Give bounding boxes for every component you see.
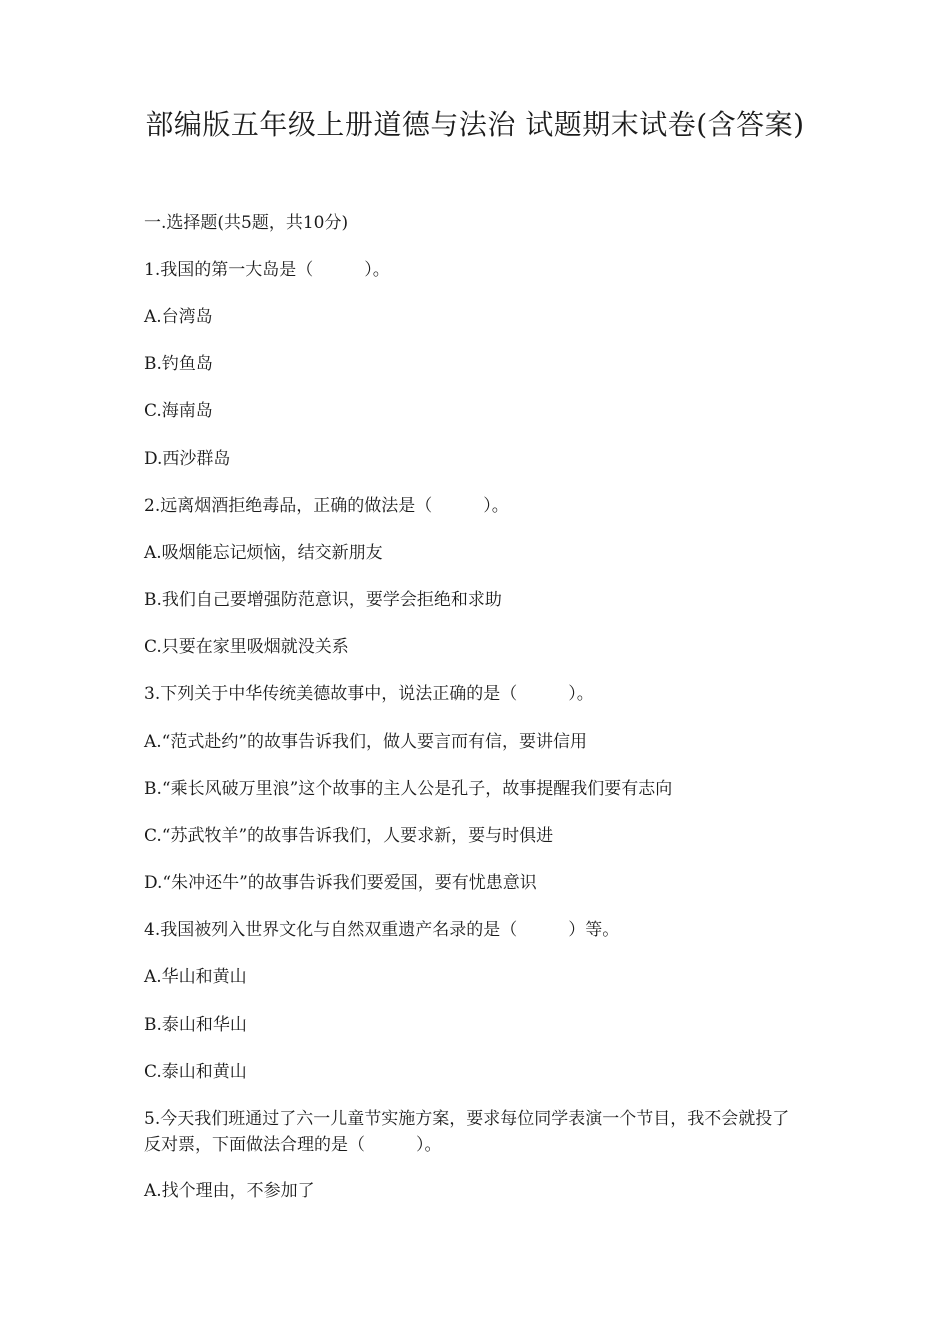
option: A.“范式赴约”的故事告诉我们，做人要言而有信，要讲信用 [144,732,588,752]
page-title: 部编版五年级上册道德与法治 试题期末试卷(含答案) [145,108,805,141]
option: A.台湾岛 [144,307,213,327]
question-stem: 4.我国被列入世界文化与自然双重遗产名录的是（ ）等。 [144,920,620,940]
option: B.“乘长风破万里浪”这个故事的主人公是孔子，故事提醒我们要有志向 [144,779,673,799]
section-heading: 一.选择题(共5题，共10分) [144,213,349,233]
question-stem: 5.今天我们班通过了六一儿童节实施方案，要求每位同学表演一个节目，我不会就投了反对票，下面做法合理的是（ ）。 [144,1109,790,1155]
option: B.我们自己要增强防范意识，要学会拒绝和求助 [144,590,502,610]
option: A.华山和黄山 [144,967,247,987]
option: C.海南岛 [144,401,213,421]
option: C.泰山和黄山 [144,1062,247,1082]
question-stem: 2.远离烟酒拒绝毒品，正确的做法是（ ）。 [144,496,509,516]
option: B.钓鱼岛 [144,354,213,374]
option: C.只要在家里吸烟就没关系 [144,637,349,657]
option: A.找个理由，不参加了 [144,1181,315,1201]
option: D.“朱冲还牛”的故事告诉我们要爱国，要有忧患意识 [144,873,537,893]
question-stem: 1.我国的第一大岛是（ ）。 [144,260,390,280]
option: C.“苏武牧羊”的故事告诉我们，人要求新，要与时俱进 [144,826,554,846]
option: A.吸烟能忘记烦恼，结交新朋友 [144,543,383,563]
question-stem: 3.下列关于中华传统美德故事中，说法正确的是（ ）。 [144,684,594,704]
option: B.泰山和华山 [144,1015,247,1035]
option: D.西沙群岛 [144,449,231,469]
